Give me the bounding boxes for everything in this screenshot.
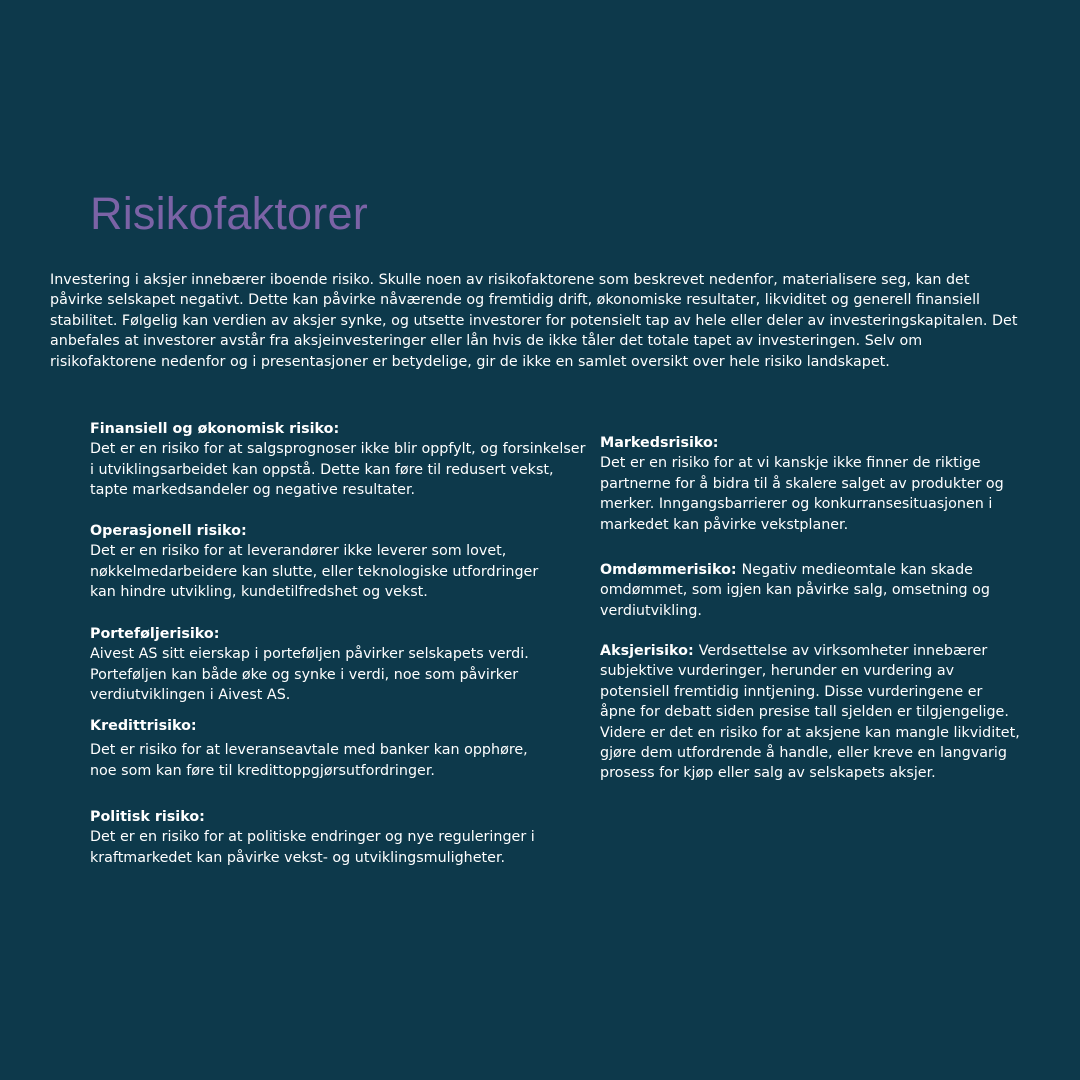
risk-equity: [600, 641, 1020, 784]
risk-heading: Finansiell og økonomisk risiko:: [90, 421, 340, 437]
risk-text: Verdsettelse av virksomheter innebærer subjektive vurderinger, herunder en vurdering av potensiell fremtidig inntjening. Disse vurderingene er åpne for debatt siden presise tall sjelden er tilgjengelige. Videre er det en risiko for at aksjene kan mangle likviditet, gjøre dem utfordrende å handle, eller kreve en langvarig prosess for kjøp eller salg av selskapets aksjer.: [600, 643, 1020, 782]
risk-heading: Politisk risiko:: [90, 809, 205, 825]
risk-heading: Aksjerisiko:: [600, 643, 699, 659]
risk-text: Det er en risiko for at vi kanskje ikke finner de riktige partnerne for å bidra til å skalere salget av produkter og merker. Inngangsbarrierer og konkurransesituasjonen i markedet kan påvirke vekstplaner.: [600, 455, 1004, 533]
risk-political: [90, 807, 540, 868]
page-title: Risikofaktorer: [90, 188, 368, 239]
risk-credit: [90, 716, 530, 781]
risk-text: Det er en risiko for at salgsprognoser ikke blir oppfylt, og forsinkelser i utviklingsarbeidet kan oppstå. Dette kan føre til redusert vekst, tapte markedsandeler og negative resultater.: [90, 441, 586, 499]
risk-text: Det er en risiko for at leverandører ikke leverer som lovet, nøkkelmedarbeidere kan slutte, eller teknologiske utfordringer kan hindre utvikling, kundetilfredshet og vekst.: [90, 543, 539, 601]
risk-text: Negativ medieomtale kan skade omdømmet, som igjen kan påvirke salg, omsetning og verdiutvikling.: [600, 562, 990, 619]
risk-text: Aivest AS sitt eierskap i porteføljen påvirker selskapets verdi. Porteføljen kan både øke og synke i verdi, noe som påvirker verdiutviklingen i Aivest AS.: [90, 646, 529, 704]
risk-reputation: [600, 560, 1000, 621]
risk-financial: [90, 419, 590, 501]
risk-heading: Kredittrisiko:: [90, 718, 197, 734]
risk-heading: Porteføljerisiko:: [90, 626, 220, 642]
risk-text: Det er risiko for at leveranseavtale med banker kan opphøre, noe som kan føre til kredittoppgjørsutfordringer.: [90, 742, 528, 779]
risk-heading: Operasjonell risiko:: [90, 523, 247, 539]
intro-paragraph: Investering i aksjer innebærer iboende risiko. Skulle noen av risikofaktorene som beskrevet nedenfor, materialisere seg, kan det påvirke selskapet negativt. Dette kan påvirke nåværende og fremtidig drift, økonomiske resultater, likviditet og generell finansiell stabilitet. Følgelig kan verdien av aksjer synke, og utsette investorer for potensielt tap av hele eller deler av investeringskapitalen. Det anbefales at investorer avstår fra aksjeinvesteringer eller lån hvis de ikke tåler det totale tapet av investeringen. Selv om risikofaktorene nedenfor og i presentasjoner er betydelige, gir de ikke en samlet oversikt over hele risiko landskapet.: [50, 272, 1018, 370]
risk-portfolio: [90, 624, 530, 706]
risk-heading: Markedsrisiko:: [600, 435, 719, 451]
risk-market: [600, 433, 1010, 535]
risk-heading: Omdømmerisiko:: [600, 562, 742, 578]
risk-operational: [90, 521, 560, 603]
risk-text: Det er en risiko for at politiske endringer og nye reguleringer i kraftmarkedet kan påvirke vekst- og utviklingsmuligheter.: [90, 829, 535, 866]
